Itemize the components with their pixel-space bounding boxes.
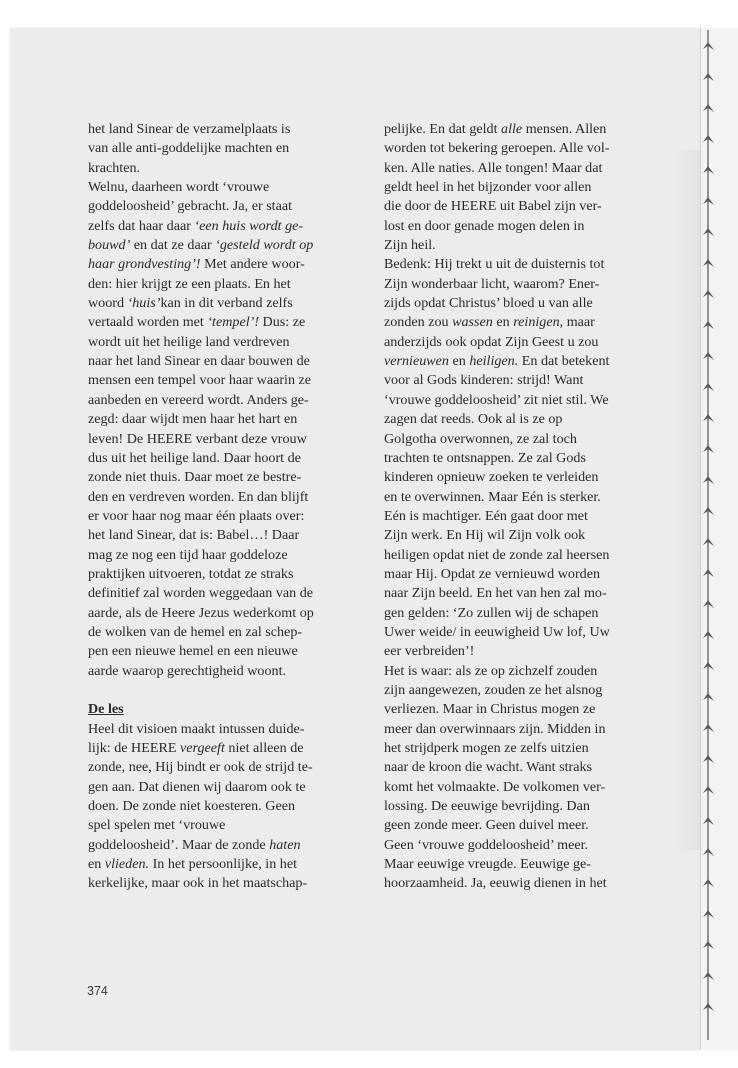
text-line: Zijn werk. En Hij wil Zijn volk ook xyxy=(384,527,586,544)
right-column xyxy=(384,120,649,894)
text-line: het strijdperk mogen ze zelfs uitzien xyxy=(384,740,589,756)
text-line: trachten te ontsnappen. Ze zal Gods xyxy=(384,449,586,466)
text-line: kinderen opnieuw zoeken te verleiden xyxy=(384,469,599,486)
text-line: mag ze nog een tijd haar goddeloze xyxy=(88,546,288,563)
text-line: Geen ‘vrouwe goddeloosheid’ meer. xyxy=(384,836,589,853)
text-line: goddeloosheid’. Maar de zonde haten xyxy=(88,836,301,853)
text-line: zonden zou wassen en reinigen, maar xyxy=(384,314,595,331)
text-line: Golgotha overwonnen, ze zal toch xyxy=(384,430,577,447)
text-line: het land Sinear de verzamelplaats is xyxy=(88,121,291,137)
text-line: wordt uit het heilige land verdreven xyxy=(88,333,290,350)
left-lines-a xyxy=(88,120,353,217)
text-line: aanbeden en vereerd wordt. Anders ge- xyxy=(88,391,309,408)
text-line: zijn aangewezen, zouden ze het alsnog xyxy=(384,681,603,698)
text-line: Zijn wonderbaar licht, waarom? Ener- xyxy=(384,275,600,292)
text-line: bouwd’ en dat ze daar ‘gesteld wordt op xyxy=(88,237,314,254)
text-line: gen gelden: ‘Zo zullen wij de schapen xyxy=(384,604,599,621)
text-line: ‘vrouwe goddeloosheid’ zit niet stil. We xyxy=(384,391,609,408)
text-line: gen aan. Dat dienen wij daarom ook te xyxy=(88,778,306,795)
text-line: leven! De HEERE verbant deze vrouw xyxy=(88,430,307,447)
text-line: en vlieden. In het persoonlijke, in het xyxy=(88,856,297,873)
text-line: eer verbreiden’! xyxy=(384,643,475,660)
right-lines-b xyxy=(384,371,649,893)
text-line: zagen dat reeds. Ook al is ze op xyxy=(384,411,563,428)
text-line: zelfs dat haar daar ‘een huis wordt ge- xyxy=(88,217,304,234)
text-line: definitief zal worden weggedaan van de xyxy=(88,585,314,602)
text-line: en te overwinnen. Maar Eén is sterker. xyxy=(384,488,601,505)
text-line: Welnu, daarheen wordt ‘vrouwe xyxy=(88,179,270,196)
text-line: komt het volmaakte. De volkomen ver- xyxy=(384,778,606,795)
text-line: meer dan overwinnaars zijn. Midden in xyxy=(384,720,606,737)
text-line: ken. Alle naties. Alle tongen! Maar dat xyxy=(384,159,603,176)
text-line: zonde, nee, Hij bindt er ook de strijd te- xyxy=(88,759,313,776)
text-line: Het is waar: als ze op zichzelf zouden xyxy=(384,662,598,679)
text-line: worden tot bekering geroepen. Alle vol- xyxy=(384,140,610,157)
text-line: er voor haar nog maar één plaats over: xyxy=(88,507,305,524)
left-lines-c xyxy=(88,758,353,835)
text-line: lossing. De eeuwige bevrijding. Dan xyxy=(384,798,590,815)
text-line: krachten. xyxy=(88,159,141,176)
page-bleed-shadow xyxy=(672,150,700,850)
text-line: geldt heel in het bijzonder voor allen xyxy=(384,179,592,196)
text-line: pelijke. En dat geldt alle mensen. Allen xyxy=(384,121,607,137)
text-line: die door de HEERE uit Babel zijn ver- xyxy=(384,198,602,215)
right-lines-a xyxy=(384,139,649,313)
text-line: naar het land Sinear en daar bouwen de xyxy=(88,353,310,370)
page-number: 374 xyxy=(87,984,108,998)
text-line: haar grondvesting’! Met andere woor- xyxy=(88,256,305,273)
text-line: den: hier krijgt ze een plaats. En het xyxy=(88,275,291,292)
text-line: kerkelijke, maar ook in het maatschap- xyxy=(88,875,308,892)
binding-stitches xyxy=(700,30,724,1050)
text-line: Maar eeuwige vreugde. Eeuwige ge- xyxy=(384,856,592,873)
text-line: heiligen opdat niet de zonde zal heersen xyxy=(384,546,610,563)
text-line: verliezen. Maar in Christus mogen ze xyxy=(384,701,596,718)
text-line: maar Hij. Opdat ze vernieuwd worden xyxy=(384,565,601,582)
text-line: goddeloosheid’ gebracht. Ja, er staat xyxy=(88,198,293,215)
text-line: zegd: daar wijdt men haar het hart en xyxy=(88,411,298,428)
text-line: Uwer weide/ in eeuwigheid Uw lof, Uw xyxy=(384,623,610,640)
text-line: Zijn heil. xyxy=(384,237,436,254)
paragraph-gap xyxy=(88,681,353,700)
text-line: vertaald worden met ‘tempel’! Dus: ze xyxy=(88,314,306,331)
section-heading: De les xyxy=(88,701,124,718)
text-line: naar de kroon die wacht. Want straks xyxy=(384,759,592,776)
left-lines-b xyxy=(88,333,353,681)
text-line: de wolken van de hemel en zal schep- xyxy=(88,623,303,640)
text-line: doen. De zonde niet koesteren. Geen xyxy=(88,798,296,815)
text-line: hoorzaamheid. Ja, eeuwig dienen in het xyxy=(384,875,607,892)
text-line: pen een nieuwe hemel en een nieuwe xyxy=(88,643,298,660)
text-line: praktijken uitvoeren, totdat ze straks xyxy=(88,565,294,582)
left-column xyxy=(88,120,353,894)
text-line: het land Sinear, dat is: Babel…! Daar xyxy=(88,527,300,544)
text-line: anderzijds ook opdat Zijn Geest u zou xyxy=(384,333,599,350)
text-line: Bedenk: Hij trekt u uit de duisternis tot xyxy=(384,256,605,273)
text-line: zonde niet thuis. Daar moet ze bestre- xyxy=(88,469,302,486)
text-line: geen zonde meer. Geen duivel meer. xyxy=(384,817,589,834)
text-line: mensen een tempel voor haar waarin ze xyxy=(88,372,312,389)
text-line: woord ‘huis’kan in dit verband zelfs xyxy=(88,295,293,312)
text-line: van alle anti-goddelijke machten en xyxy=(88,140,290,157)
text-line: naar Zijn beeld. En het van hen zal mo- xyxy=(384,585,607,602)
text-line: spel spelen met ‘vrouwe xyxy=(88,817,226,834)
text-line: den en verdreven worden. En dan blijft xyxy=(88,488,309,505)
text-line: zijds opdat Christus’ bloed u van alle xyxy=(384,295,593,312)
text-line: aarde waarop gerechtigheid woont. xyxy=(88,662,287,679)
text-line: aarde, als de Heere Jezus wederkomt op xyxy=(88,604,314,621)
text-line: lost en door genade mogen delen in xyxy=(384,217,585,234)
text-line: dus uit het heilige land. Daar hoort de xyxy=(88,449,301,466)
text-line: Eén is machtiger. Eén gaat door met xyxy=(384,507,588,524)
text-line: Heel dit visioen maakt intussen duide- xyxy=(88,720,305,737)
text-line: lijk: de HEERE vergeeft niet alleen de xyxy=(88,740,304,756)
text-line: voor al Gods kinderen: strijd! Want xyxy=(384,372,584,389)
text-line: vernieuwen en heiligen. En dat betekent xyxy=(384,353,610,370)
